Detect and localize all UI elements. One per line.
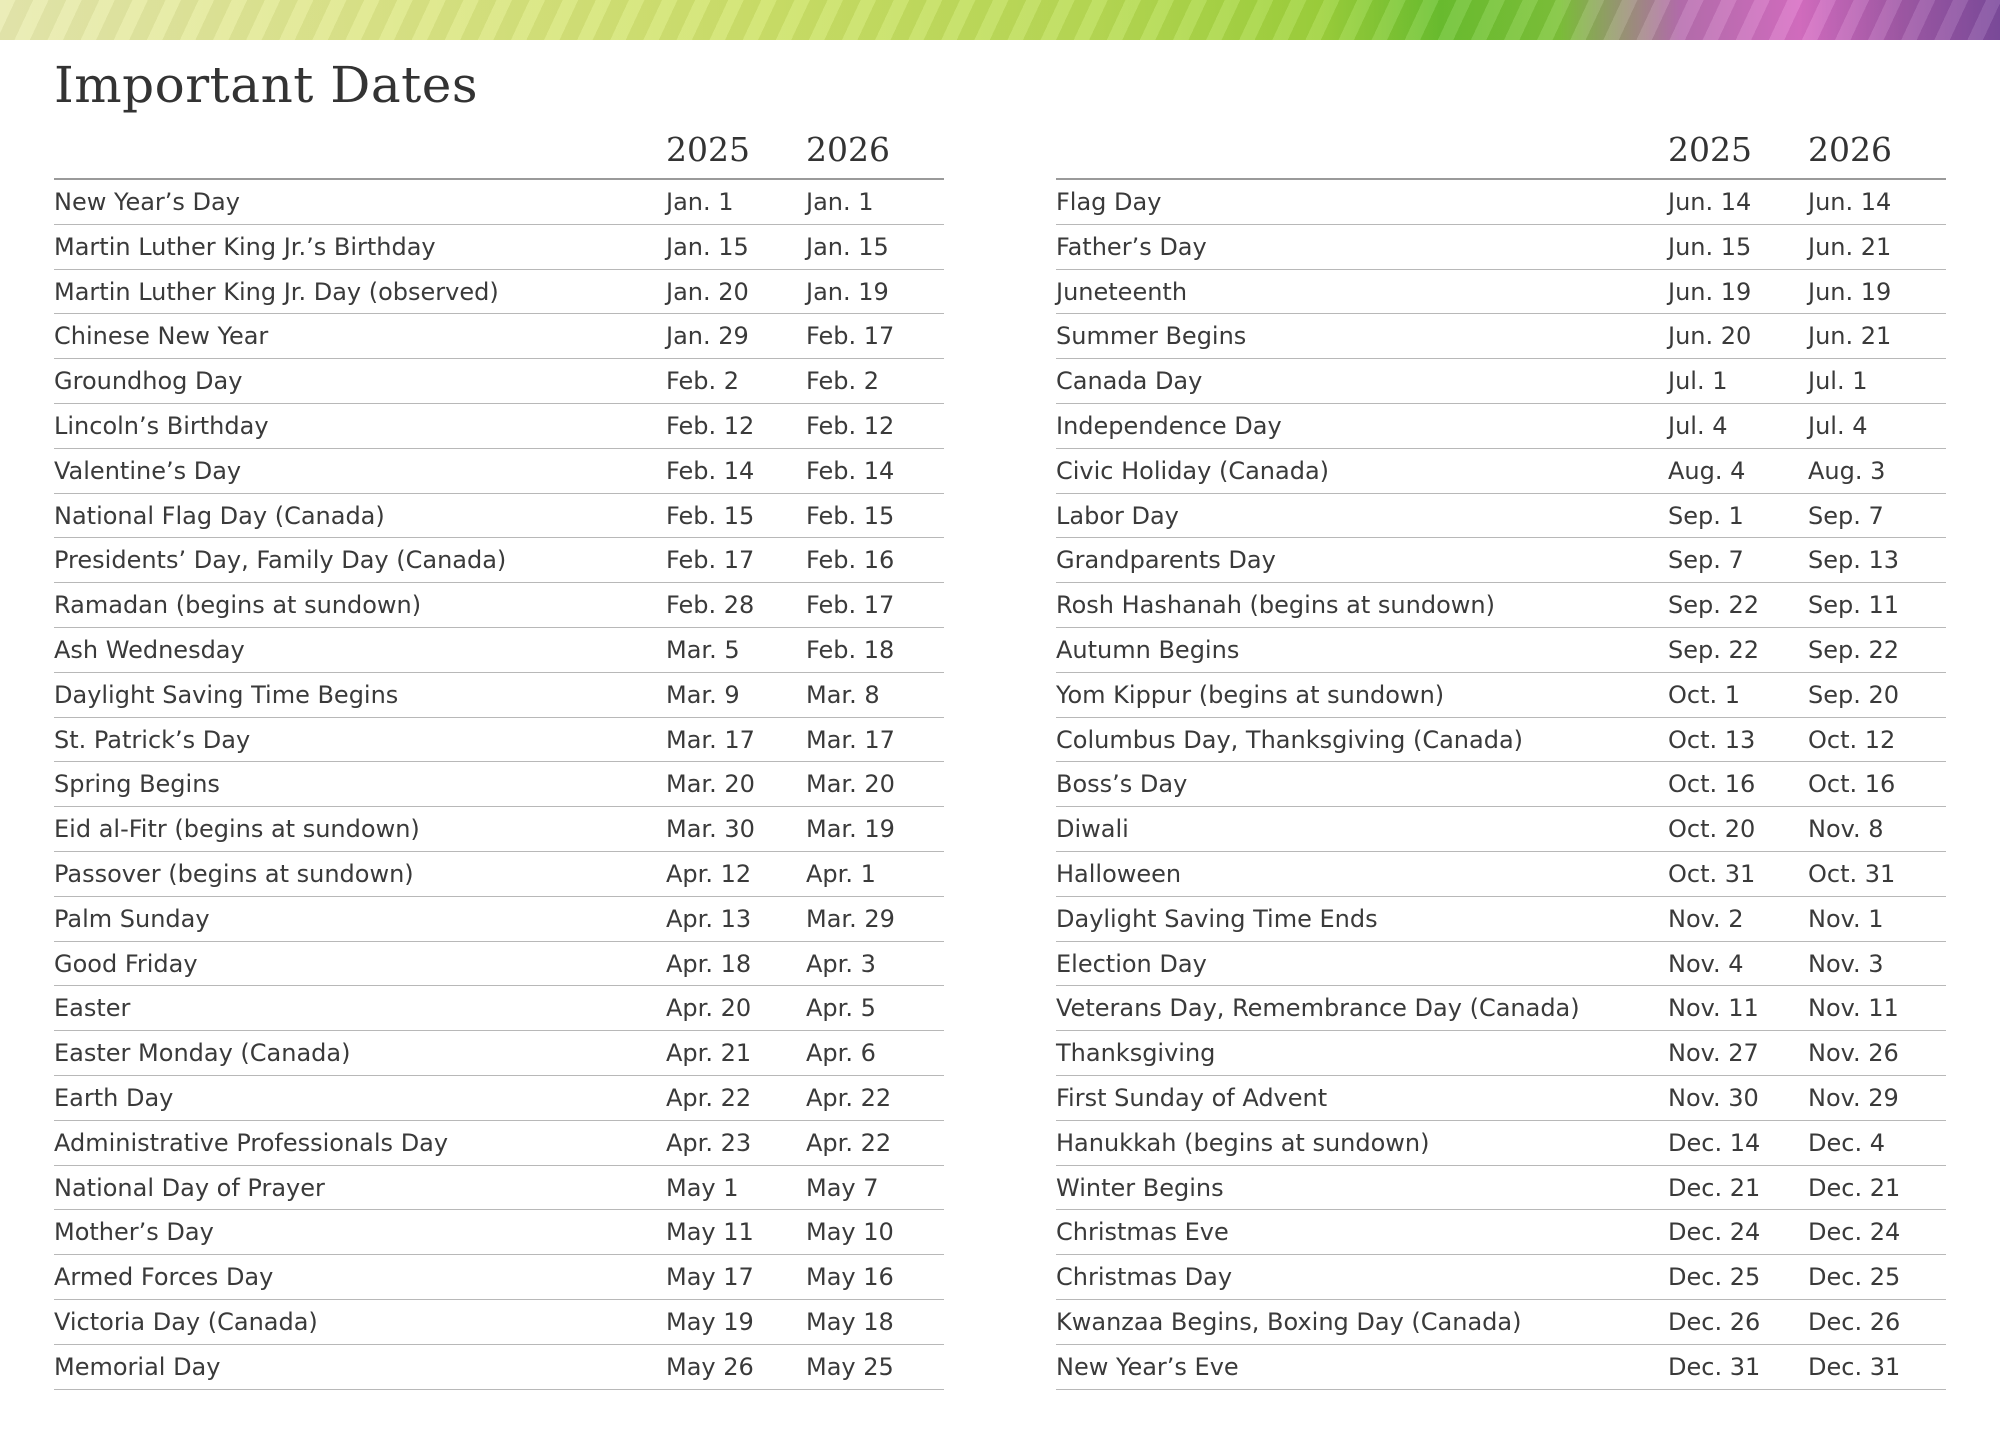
date-2025: Dec. 24 [1668, 1218, 1761, 1247]
holiday-name: Valentine’s Day [54, 456, 242, 485]
dates-table-left [54, 126, 944, 1390]
date-2025: Apr. 18 [666, 949, 752, 978]
date-2025: Dec. 31 [1668, 1352, 1761, 1381]
holiday-name: Flag Day [1056, 188, 1162, 216]
table-row [54, 449, 944, 494]
table-row [54, 270, 944, 315]
page-title: Important Dates [54, 56, 479, 114]
holiday-name: Diwali [1056, 815, 1129, 844]
date-2025: May 19 [666, 1307, 754, 1336]
date-2026: Jun. 21 [1808, 322, 1892, 351]
date-2026: Feb. 14 [806, 456, 895, 485]
table-row [1056, 807, 1946, 852]
table-row [1056, 1031, 1946, 1076]
table-row [1056, 852, 1946, 897]
date-2026: Feb. 17 [806, 322, 895, 351]
table-row [54, 359, 944, 404]
date-2026: Sep. 20 [1808, 680, 1900, 709]
date-2025: Feb. 15 [666, 501, 755, 530]
holiday-name: Christmas Day [1056, 1263, 1233, 1292]
date-2026: Nov. 29 [1808, 1083, 1899, 1112]
date-2025: Dec. 21 [1668, 1173, 1761, 1202]
table-row [54, 986, 944, 1031]
date-2025: Jan. 1 [666, 188, 734, 216]
holiday-name: Easter Monday (Canada) [54, 1039, 351, 1068]
holiday-name: Groundhog Day [54, 367, 243, 396]
date-2026: Jun. 19 [1808, 277, 1892, 306]
table-row [54, 718, 944, 763]
table-row [54, 762, 944, 807]
holiday-name: Rosh Hashanah (begins at sundown) [1056, 591, 1495, 620]
date-2026: Apr. 1 [806, 859, 876, 888]
date-2025: Sep. 7 [1668, 546, 1744, 575]
holiday-name: Independence Day [1056, 411, 1282, 440]
date-2026: May 25 [806, 1352, 894, 1381]
holiday-name: Martin Luther King Jr. Day (observed) [54, 277, 499, 306]
holiday-name: Ramadan (begins at sundown) [54, 591, 422, 620]
date-2026: Mar. 29 [806, 904, 895, 933]
date-2026: Nov. 26 [1808, 1039, 1899, 1068]
table-row [1056, 1166, 1946, 1211]
holiday-name: National Flag Day (Canada) [54, 501, 385, 530]
table-row [54, 807, 944, 852]
date-2026: Oct. 12 [1808, 725, 1896, 754]
table-row [54, 942, 944, 987]
date-2025: Jun. 15 [1668, 232, 1752, 261]
holiday-name: Spring Begins [54, 770, 220, 799]
holiday-name: Good Friday [54, 949, 198, 978]
holiday-name: Civic Holiday (Canada) [1056, 456, 1330, 485]
date-2026: Aug. 3 [1808, 456, 1886, 485]
holiday-name: Presidents’ Day, Family Day (Canada) [54, 546, 507, 575]
table-row [54, 538, 944, 583]
table-row [1056, 986, 1946, 1031]
date-2026: Apr. 22 [806, 1128, 892, 1157]
table-row [54, 494, 944, 539]
date-2026: May 18 [806, 1307, 894, 1336]
holiday-name: Administrative Professionals Day [54, 1128, 449, 1157]
date-2025: Jul. 1 [1668, 367, 1728, 396]
table-row [1056, 359, 1946, 404]
date-2026: Jan. 1 [806, 188, 874, 216]
date-2025: Feb. 28 [666, 591, 755, 620]
holiday-name: First Sunday of Advent [1056, 1083, 1328, 1112]
date-2025: Apr. 21 [666, 1039, 752, 1068]
holiday-name: Grandparents Day [1056, 546, 1276, 575]
table-row [54, 1300, 944, 1345]
date-2026: Feb. 17 [806, 591, 895, 620]
table-row [54, 852, 944, 897]
table-row [1056, 180, 1946, 225]
date-2025: Apr. 23 [666, 1128, 752, 1157]
table-row [54, 314, 944, 359]
holiday-name: Easter [54, 994, 131, 1023]
holiday-name: Christmas Eve [1056, 1218, 1229, 1247]
date-2025: May 17 [666, 1263, 754, 1292]
table-row [1056, 673, 1946, 718]
table-row [1056, 494, 1946, 539]
holiday-name: Father’s Day [1056, 232, 1207, 261]
date-2025: Feb. 14 [666, 456, 755, 485]
date-2025: Mar. 5 [666, 635, 740, 664]
date-2026: Jul. 4 [1808, 411, 1868, 440]
date-2026: Sep. 7 [1808, 501, 1884, 530]
holiday-name: Labor Day [1056, 501, 1179, 530]
date-2025: Oct. 1 [1668, 680, 1741, 709]
date-2025: Dec. 25 [1668, 1263, 1761, 1292]
table-row [1056, 718, 1946, 763]
year-header-2026: 2026 [806, 130, 890, 169]
date-2025: Mar. 17 [666, 725, 755, 754]
holiday-name: New Year’s Day [54, 188, 240, 216]
date-2025: Apr. 13 [666, 904, 752, 933]
date-2025: Mar. 20 [666, 770, 755, 799]
holiday-name: Lincoln’s Birthday [54, 411, 269, 440]
holiday-name: Daylight Saving Time Ends [1056, 904, 1378, 933]
table-row [1056, 449, 1946, 494]
holiday-name: Memorial Day [54, 1352, 221, 1381]
table-row [54, 1166, 944, 1211]
date-2026: May 16 [806, 1263, 894, 1292]
date-2026: Feb. 12 [806, 411, 895, 440]
date-2026: Mar. 17 [806, 725, 895, 754]
table-row [1056, 1121, 1946, 1166]
table-row [1056, 1345, 1946, 1390]
date-2026: Jun. 14 [1808, 188, 1892, 216]
table-header [54, 126, 944, 180]
date-2025: Sep. 22 [1668, 591, 1760, 620]
dates-table-right [1056, 126, 1946, 1390]
holiday-name: Earth Day [54, 1083, 174, 1112]
date-2026: Mar. 19 [806, 815, 895, 844]
date-2025: Nov. 27 [1668, 1039, 1759, 1068]
date-2025: Mar. 30 [666, 815, 755, 844]
date-2025: Jan. 29 [666, 322, 749, 351]
table-row [1056, 628, 1946, 673]
year-header-2025: 2025 [1668, 130, 1752, 169]
date-2025: Mar. 9 [666, 680, 740, 709]
holiday-name: National Day of Prayer [54, 1173, 325, 1202]
date-2026: Feb. 18 [806, 635, 895, 664]
date-2025: Nov. 4 [1668, 949, 1744, 978]
date-2025: Dec. 14 [1668, 1128, 1761, 1157]
table-row [54, 404, 944, 449]
table-row [1056, 538, 1946, 583]
holiday-name: Thanksgiving [1056, 1039, 1216, 1068]
date-2026: Sep. 13 [1808, 546, 1900, 575]
holiday-name: Daylight Saving Time Begins [54, 680, 399, 709]
table-row [54, 225, 944, 270]
table-row [1056, 583, 1946, 628]
holiday-name: Victoria Day (Canada) [54, 1307, 318, 1336]
table-row [54, 1210, 944, 1255]
table-row [1056, 1210, 1946, 1255]
date-2025: Jul. 4 [1668, 411, 1728, 440]
holiday-name: Kwanzaa Begins, Boxing Day (Canada) [1056, 1307, 1522, 1336]
date-2026: Dec. 31 [1808, 1352, 1901, 1381]
table-row [1056, 225, 1946, 270]
holiday-name: Summer Begins [1056, 322, 1247, 351]
date-2026: Jan. 19 [806, 277, 889, 306]
holiday-name: Armed Forces Day [54, 1263, 274, 1292]
date-2025: Oct. 16 [1668, 770, 1756, 799]
table-body [54, 180, 944, 1390]
date-2026: Jun. 21 [1808, 232, 1892, 261]
decorative-banner [0, 0, 2000, 40]
date-2025: Apr. 22 [666, 1083, 752, 1112]
date-2025: Jun. 14 [1668, 188, 1752, 216]
table-header [1056, 126, 1946, 180]
holiday-name: Election Day [1056, 949, 1207, 978]
table-row [54, 673, 944, 718]
holiday-name: New Year’s Eve [1056, 1352, 1239, 1381]
date-2026: Dec. 4 [1808, 1128, 1885, 1157]
holiday-name: Martin Luther King Jr.’s Birthday [54, 232, 436, 261]
holiday-name: Yom Kippur (begins at sundown) [1056, 680, 1445, 709]
date-2026: Sep. 22 [1808, 635, 1900, 664]
holiday-name: St. Patrick’s Day [54, 725, 251, 754]
table-row [54, 897, 944, 942]
table-row [54, 1076, 944, 1121]
date-2026: Dec. 24 [1808, 1218, 1901, 1247]
date-2025: Sep. 1 [1668, 501, 1744, 530]
table-row [1056, 314, 1946, 359]
date-2026: Nov. 1 [1808, 904, 1884, 933]
holiday-name: Palm Sunday [54, 904, 210, 933]
date-2026: Apr. 6 [806, 1039, 876, 1068]
holiday-name: Halloween [1056, 859, 1182, 888]
date-2025: Dec. 26 [1668, 1307, 1761, 1336]
holiday-name: Juneteenth [1056, 277, 1188, 306]
date-2025: Aug. 4 [1668, 456, 1746, 485]
date-2025: Jun. 20 [1668, 322, 1752, 351]
holiday-name: Passover (begins at sundown) [54, 859, 414, 888]
date-2025: Jan. 20 [666, 277, 749, 306]
date-2026: Nov. 3 [1808, 949, 1884, 978]
table-row [54, 1255, 944, 1300]
date-2026: Feb. 15 [806, 501, 895, 530]
date-2025: Nov. 30 [1668, 1083, 1759, 1112]
table-row [1056, 1076, 1946, 1121]
date-2026: Apr. 3 [806, 949, 876, 978]
date-2025: Oct. 20 [1668, 815, 1756, 844]
holiday-name: Boss’s Day [1056, 770, 1188, 799]
date-2025: May 26 [666, 1352, 754, 1381]
year-header-2025: 2025 [666, 130, 750, 169]
table-row [54, 583, 944, 628]
date-2025: Jun. 19 [1668, 277, 1752, 306]
holiday-name: Veterans Day, Remembrance Day (Canada) [1056, 994, 1580, 1023]
holiday-name: Mother’s Day [54, 1218, 214, 1247]
date-2026: Apr. 22 [806, 1083, 892, 1112]
date-2025: Oct. 31 [1668, 859, 1756, 888]
date-2026: Dec. 21 [1808, 1173, 1901, 1202]
date-2025: Feb. 12 [666, 411, 755, 440]
date-2026: May 10 [806, 1218, 894, 1247]
date-2026: Feb. 2 [806, 367, 880, 396]
holiday-name: Chinese New Year [54, 322, 269, 351]
holiday-name: Ash Wednesday [54, 635, 245, 664]
table-row [1056, 1300, 1946, 1345]
holiday-name: Columbus Day, Thanksgiving (Canada) [1056, 725, 1524, 754]
date-2026: Dec. 26 [1808, 1307, 1901, 1336]
date-2025: Apr. 20 [666, 994, 752, 1023]
table-row [54, 1031, 944, 1076]
date-2026: May 7 [806, 1173, 879, 1202]
table-row [54, 628, 944, 673]
table-row [54, 1345, 944, 1390]
holiday-name: Autumn Begins [1056, 635, 1240, 664]
date-2025: Nov. 11 [1668, 994, 1759, 1023]
date-2026: Nov. 8 [1808, 815, 1884, 844]
date-2025: Apr. 12 [666, 859, 752, 888]
date-2025: Jan. 15 [666, 232, 749, 261]
holiday-name: Eid al-Fitr (begins at sundown) [54, 815, 420, 844]
date-2026: Mar. 8 [806, 680, 880, 709]
table-row [1056, 270, 1946, 315]
date-2025: Feb. 2 [666, 367, 740, 396]
holiday-name: Winter Begins [1056, 1173, 1224, 1202]
date-2026: Jul. 1 [1808, 367, 1868, 396]
date-2025: Oct. 13 [1668, 725, 1756, 754]
date-2026: Feb. 16 [806, 546, 895, 575]
date-2025: May 11 [666, 1218, 754, 1247]
date-2025: May 1 [666, 1173, 739, 1202]
table-row [54, 1121, 944, 1166]
table-row [1056, 762, 1946, 807]
date-2025: Sep. 22 [1668, 635, 1760, 664]
table-row [1056, 942, 1946, 987]
date-2026: Apr. 5 [806, 994, 876, 1023]
date-2026: Dec. 25 [1808, 1263, 1901, 1292]
date-2026: Mar. 20 [806, 770, 895, 799]
table-row [1056, 404, 1946, 449]
table-row [1056, 1255, 1946, 1300]
date-2026: Sep. 11 [1808, 591, 1900, 620]
year-header-2026: 2026 [1808, 130, 1892, 169]
table-body [1056, 180, 1946, 1390]
date-2025: Feb. 17 [666, 546, 755, 575]
date-2025: Nov. 2 [1668, 904, 1744, 933]
date-2026: Nov. 11 [1808, 994, 1899, 1023]
date-2026: Oct. 31 [1808, 859, 1896, 888]
holiday-name: Canada Day [1056, 367, 1203, 396]
table-row [54, 180, 944, 225]
date-2026: Oct. 16 [1808, 770, 1896, 799]
date-2026: Jan. 15 [806, 232, 889, 261]
holiday-name: Hanukkah (begins at sundown) [1056, 1128, 1430, 1157]
table-row [1056, 897, 1946, 942]
